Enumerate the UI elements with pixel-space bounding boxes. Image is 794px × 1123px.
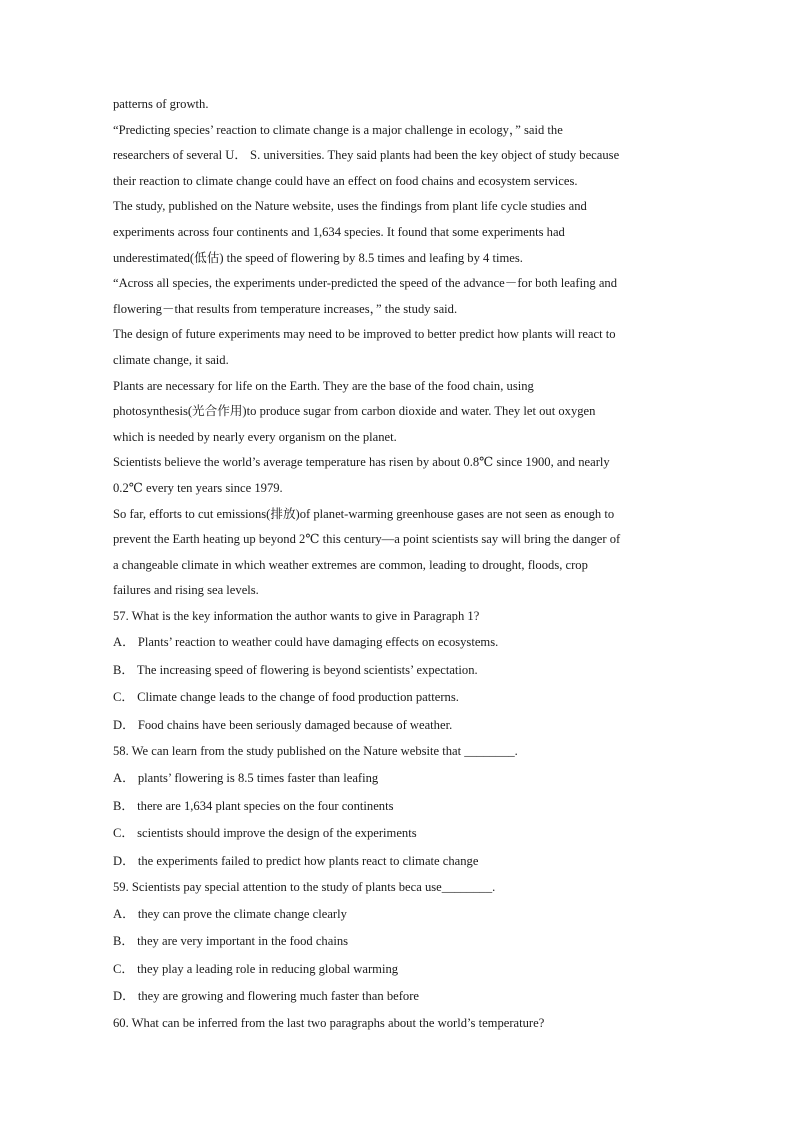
question-q58 (113, 739, 688, 875)
paragraph-line: “Predicting species’ reaction to climate change is a major challenge in ecology，” said the (113, 122, 563, 137)
question-stem: 59. Scientists pay special attention to the study of plants beca use________. (113, 880, 496, 895)
answer-option: D． they are growing and flowering much faster than before (113, 989, 419, 1004)
answer-option: B． The increasing speed of flowering is beyond scientists’ expectation. (113, 662, 478, 677)
paragraph-line: So far, efforts to cut emissions(排放)of planet-warming greenhouse gases are not seen as enough to (113, 506, 615, 521)
paragraph-line: a changeable climate in which weather extremes are common, leading to drought, floods, crop (113, 557, 588, 572)
answer-option: A． Plants’ reaction to weather could have damaging effects on ecosystems. (113, 635, 499, 650)
question-stem: 57. What is the key information the author wants to give in Paragraph 1? (113, 608, 480, 623)
paragraph-line: climate change, it said. (113, 352, 229, 367)
paragraph-line: patterns of growth. (113, 97, 209, 111)
paragraph-line: “Across all species, the experiments under-predicted the speed of the advance－for both leafing and (113, 276, 618, 291)
answer-option: A． plants’ flowering is 8.5 times faster than leafing (113, 771, 379, 786)
paragraph-p1 (113, 118, 688, 195)
answer-option: C． scientists should improve the design of the experiments (113, 826, 417, 841)
paragraph-p4 (113, 322, 688, 373)
paragraph-p7 (113, 502, 688, 604)
paragraph-p3 (113, 271, 688, 322)
paragraph-line: flowering－that results from temperature increases，” the study said. (113, 301, 458, 316)
paragraph-line: failures and rising sea levels. (113, 583, 259, 598)
answer-option: C． they play a leading role in reducing global warming (113, 961, 399, 976)
paragraph-p0 (113, 92, 688, 118)
answer-option: B． they are very important in the food chains (113, 934, 349, 949)
paragraph-line: 0.2℃ every ten years since 1979. (113, 480, 283, 495)
paragraph-line: Scientists believe the world’s average temperature has risen by about 0.8℃ since 1900, and nearly (113, 455, 610, 470)
paragraph-line: their reaction to climate change could have an effect on food chains and ecosystem services. (113, 173, 578, 188)
answer-option: D． the experiments failed to predict how plants react to climate change (113, 853, 479, 868)
paragraph-line: Plants are necessary for life on the Earth. They are the base of the food chain, using (113, 378, 534, 393)
paragraph-line: which is needed by nearly every organism on the planet. (113, 429, 397, 444)
answer-option: D． Food chains have been seriously damaged because of weather. (113, 717, 453, 732)
answer-option: A． they can prove the climate change clearly (113, 906, 347, 921)
paragraph-p5 (113, 374, 688, 451)
paragraph-line: photosynthesis(光合作用)to produce sugar from carbon dioxide and water. They let out oxygen (113, 404, 596, 419)
paragraph-p2 (113, 194, 688, 271)
question-q60 (113, 1011, 688, 1037)
question-q59 (113, 875, 688, 1011)
paragraph-line: prevent the Earth heating up beyond 2℃ this century—a point scientists say will bring the danger of (113, 532, 621, 547)
paragraph-line: The study, published on the Nature website, uses the findings from plant life cycle studies and (113, 199, 587, 214)
question-stem: 60. What can be inferred from the last two paragraphs about the world’s temperature? (113, 1015, 545, 1030)
paragraph-p6 (113, 450, 688, 501)
paragraph-line: underestimated(低估) the speed of flowering by 8.5 times and leafing by 4 times. (113, 250, 523, 265)
document-body (113, 92, 688, 1036)
question-q57 (113, 604, 688, 740)
answer-option: B． there are 1,634 plant species on the four continents (113, 798, 394, 813)
paragraph-line: The design of future experiments may need to be improved to better predict how plants will react to (113, 327, 616, 342)
paragraph-line: experiments across four continents and 1,634 species. It found that some experiments had (113, 224, 565, 239)
answer-option: C． Climate change leads to the change of food production patterns. (113, 690, 459, 705)
paragraph-line: researchers of several U． S. universities. They said plants had been the key object of study because (113, 148, 620, 163)
question-stem: 58. We can learn from the study published on the Nature website that ________. (113, 744, 518, 759)
